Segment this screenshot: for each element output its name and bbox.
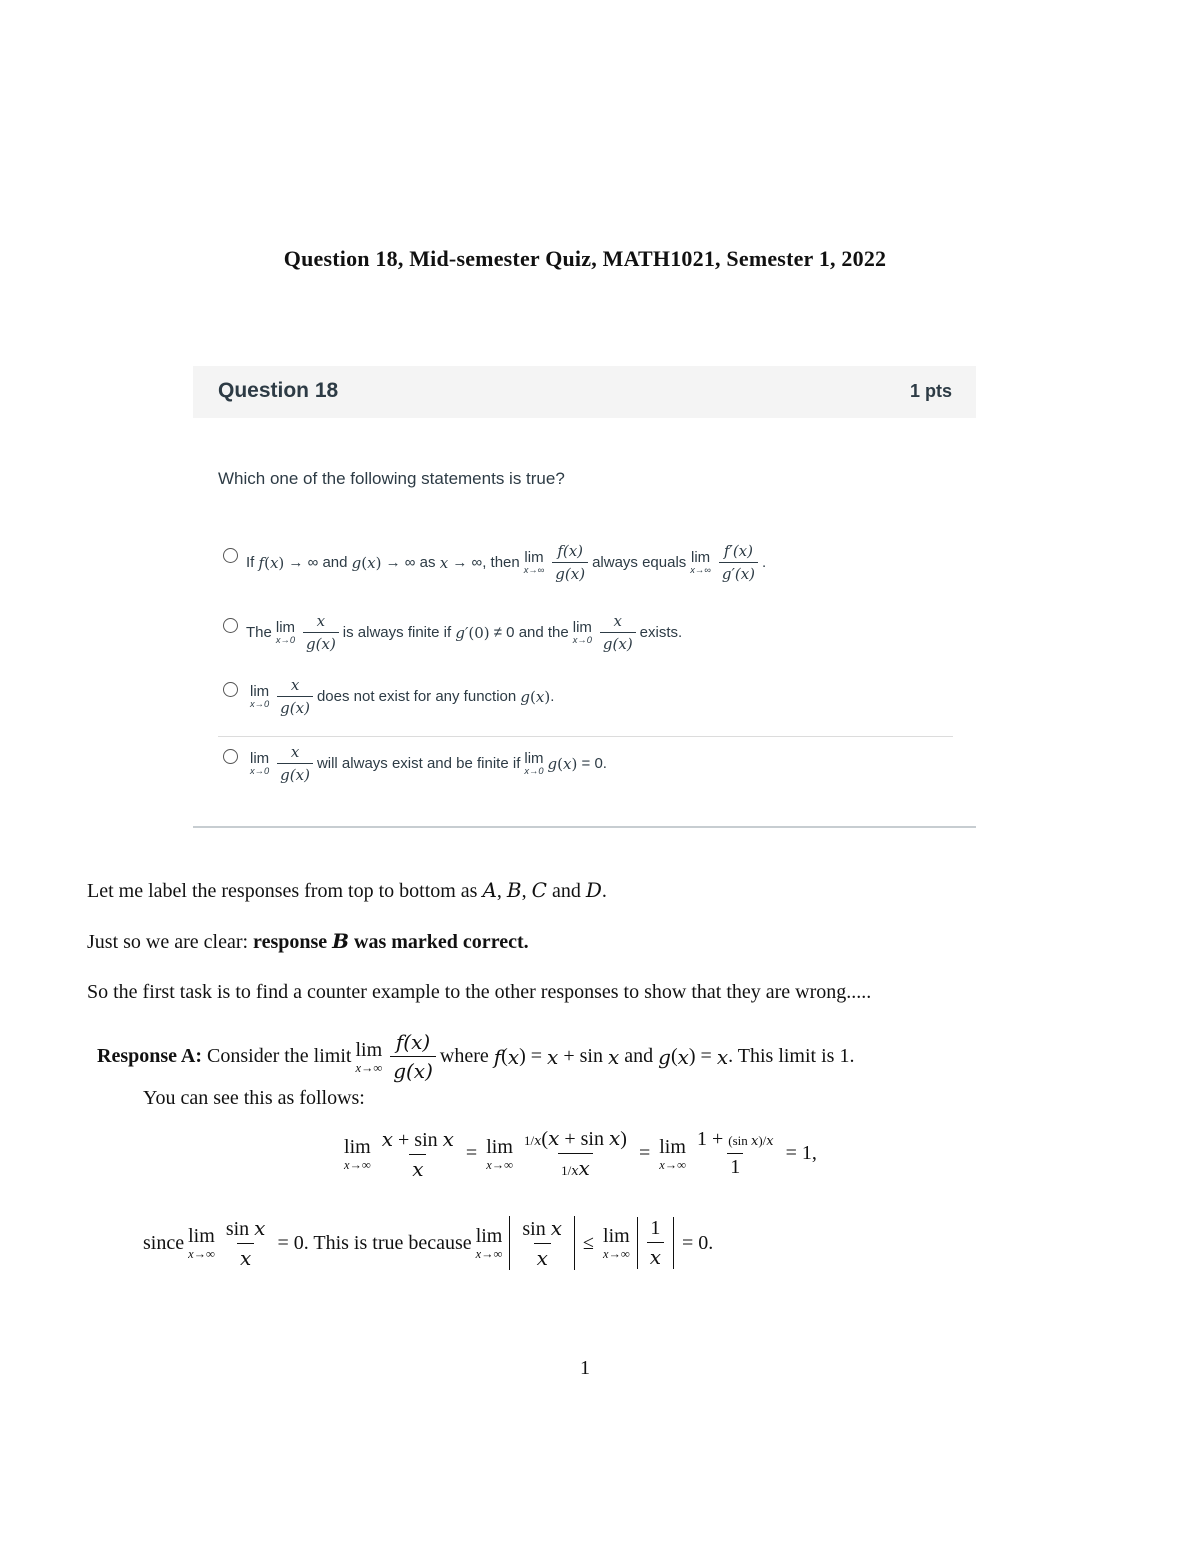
response-a-line: Response A: Consider the limit lim x→∞ $\frac{f(x)}{g(x)}$ where f ( x ) = x + sin x and g ( x ) = x . This limit is 1. [97, 1030, 855, 1083]
paragraph-task: So the first task is to find a counter example to the other responses to show that they are wrong..... [87, 981, 872, 1003]
because-text: . This is true because [303, 1231, 472, 1254]
response-a-text-c: and [624, 1045, 654, 1067]
page-number: 1 [580, 1357, 590, 1379]
option-c[interactable]: lim x→0 $\frac{x}{g(x)}$ does not exist for any function g ( x ) . [223, 676, 554, 717]
option-b-text-b: is always finite if [342, 624, 452, 641]
para2-bold-a: response [253, 931, 328, 953]
since-line: since lim x→∞ $\frac{\text{sin x}}{x}$ = 0 . This is true because lim x→∞ $\frac{\text{sin x}}{x}$ ≤ lim x→∞ $\frac{1}{x}$ = 0. [143, 1216, 714, 1270]
option-a-text-c: as [419, 554, 436, 571]
quiz-prompt: Which one of the following statements is true? [218, 469, 565, 488]
radio-a[interactable] [223, 548, 238, 563]
card-divider [193, 826, 976, 828]
option-d[interactable]: lim x→0 $\frac{x}{g(x)}$ will always exist and be finite if lim x→0 g ( x ) = 0. [223, 743, 607, 784]
response-a-text-a: Consider the limit [207, 1045, 352, 1067]
para1-and: and [551, 880, 581, 902]
option-b[interactable]: The lim x→0 $\frac{x}{g(x)}$ is always finite if g′ (0) ≠ 0 and the lim x→0 $\frac{x}{g(x)}$ exists. [223, 612, 682, 653]
option-a-text-d: , then [482, 554, 520, 571]
option-a-text-e: always equals [592, 554, 687, 571]
option-divider [218, 736, 953, 737]
option-b-text-c: and the [518, 624, 569, 641]
document-title: Question 18, Mid-semester Quiz, MATH1021, Semester 1, 2022 [283, 246, 887, 271]
option-c-text-a: does not exist for any function [316, 688, 517, 705]
response-a-text-d: . This limit is 1. [728, 1045, 855, 1067]
option-c-text-b: . [550, 688, 555, 705]
paragraph-labels: Let me label the responses from top to bottom as A, B, C and D. [87, 878, 607, 902]
option-b-text-d: exists. [639, 624, 683, 641]
option-a[interactable]: If f ( x ) → ∞ and g ( x ) → ∞ as x → ∞ , then lim x→∞ $\frac{f(x)}{g(x)}$ always equals lim x→∞ $\frac{f'(x)}{g'(x)}$ . [223, 542, 766, 583]
response-a-text-b: where [439, 1045, 489, 1067]
option-b-text-a: The [246, 624, 272, 641]
quiz-points: 1 pts [909, 381, 952, 401]
response-a-label: Response A: [97, 1045, 203, 1067]
radio-c[interactable] [223, 682, 238, 697]
para2-text: Just so we are clear: [87, 931, 249, 953]
quiz-card [193, 366, 976, 828]
display-equation: lim x→∞ $\frac{\text{x + sin x}}{x}$ = lim x→∞ $\frac{\text{1/x(x + sin x)}}{1/xx}$ = lim x→∞ $\frac{\text{1 + (sin x)/x}}{1}$ = 1, [344, 1126, 817, 1181]
option-d-text-a: will always exist and be finite if [316, 755, 521, 772]
radio-b[interactable] [223, 618, 238, 633]
radio-d[interactable] [223, 749, 238, 764]
follows-line: You can see this as follows: [143, 1087, 365, 1109]
para2-bold-b: was marked correct. [354, 931, 529, 953]
since-text: since [143, 1231, 185, 1254]
quiz-header [193, 366, 976, 418]
option-a-text-b: and [322, 554, 348, 571]
option-a-text-a: If [246, 554, 255, 571]
quiz-heading: Question 18 [218, 379, 339, 402]
paragraph-correct: Just so we are clear: response B was marked correct. [87, 929, 529, 953]
para1-text: Let me label the responses from top to bottom as [87, 880, 478, 902]
